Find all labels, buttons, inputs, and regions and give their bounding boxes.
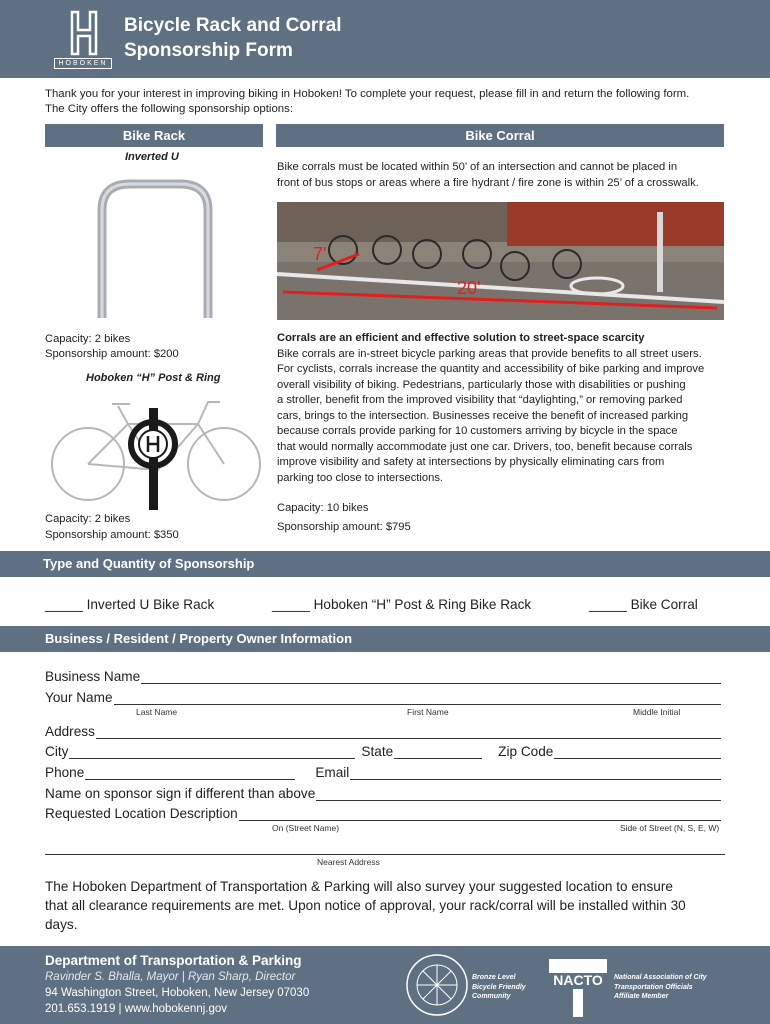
business-name-label: Business Name [45,669,141,684]
last-name-caption: Last Name [136,707,178,717]
type-quantity-heading: Type and Quantity of Sponsorship [0,551,770,577]
footer-officials: Ravinder S. Bhalla, Mayor | Ryan Sharp, Director [45,971,296,983]
sign-name-row [45,786,721,801]
email-label: Email [315,765,350,780]
nacto-logo-icon [549,959,607,1017]
zip-field[interactable] [554,744,721,759]
nearest-address-field[interactable] [45,854,725,855]
location-row [45,806,721,821]
post-ring-label: Hoboken “H” Post & Ring [86,372,221,384]
corral-capacity: Capacity: 10 bikes [277,502,369,514]
nearest-address-caption: Nearest Address [317,857,380,867]
city-label: City [45,744,69,759]
corral-dim-20: 20' [457,278,481,298]
your-name-label: Your Name [45,690,113,705]
option-inverted-u[interactable]: _____ Inverted U Bike Rack [45,597,215,612]
state-label: State [361,744,394,759]
address-field[interactable] [96,724,721,739]
side-of-street-caption: Side of Street (N, S, E, W) [620,823,720,833]
inverted-u-rack-image [90,170,220,320]
corral-amount: Sponsorship amount: $795 [277,521,411,533]
nacto-affiliate-text: National Association of City Transportation Officials Affiliate Member [614,974,707,1000]
bicycle-friendly-badge-icon [404,952,470,1018]
email-field[interactable] [350,765,721,780]
first-name-caption: First Name [407,707,449,717]
post-ring-rack-image [48,388,266,510]
bike-corral-heading: Bike Corral [276,124,724,147]
location-label: Requested Location Description [45,806,238,821]
zip-label: Zip Code [498,744,554,759]
footer-dept: Department of Transportation & Parking [45,953,302,968]
sign-name-field[interactable] [316,786,721,801]
city-field[interactable] [69,744,355,759]
footer-address: 94 Washington Street, Hoboken, New Jersey 07030 [45,987,310,999]
bike-rack-heading: Bike Rack [45,124,263,147]
your-name-row [45,690,721,705]
address-label: Address [45,724,95,739]
post-ring-capacity: Capacity: 2 bikes [45,513,131,525]
corral-description: Corrals are an efficient and effective solution to street-space scarcity Bike corrals are in-street bicycle parking areas that provide benefits to all street users. For cyclists, corrals increase the quantity and accessibility of bike parking and improve overall visibility of biking. Pedestrians, particularly those with disabilities or pushing a stroller, benefit from the improved visibility that “daylighting,” or removing parked cars, brings to the intersection. Businesses receive the benefit of increased parking because corrals provide parking for 10 customers arriving by bicycle in the space that would normally accommodate just one car. Drivers, too, benefit because corrals improve visibility and safety at intersections by physically eliminating cars from parking too close to intersections. [277,332,705,484]
corral-dim-7: 7' [313,244,327,264]
footer-contact: 201.653.1919 | www.hobokennj.gov [45,1003,228,1015]
on-street-caption: On (Street Name) [272,823,340,833]
phone-label: Phone [45,765,85,780]
bronze-level-text: Bronze Level Bicycle Friendly Community [472,974,526,1000]
your-name-field[interactable] [114,690,721,705]
inverted-u-amount: Sponsorship amount: $200 [45,348,179,360]
svg-text:NACTO: NACTO [553,972,603,988]
business-name-field[interactable] [141,669,721,684]
survey-note: The Hoboken Department of Transportation & Parking will also survey your suggested location to ensure that all clearance requirements are met. Upon notice of approval, your rack/corral will be installed within 30 days. [45,879,686,932]
phone-field[interactable] [85,765,295,780]
logo-wordmark: HOBOKEN [54,58,112,69]
option-post-ring[interactable]: _____ Hoboken “H” Post & Ring Bike Rack [272,597,532,612]
state-field[interactable] [394,744,482,759]
city-state-zip-row [45,744,721,759]
post-ring-amount: Sponsorship amount: $350 [45,529,179,541]
phone-email-row [45,765,721,780]
inverted-u-label: Inverted U [125,151,179,163]
hoboken-logo-icon [62,8,106,58]
info-heading: Business / Resident / Property Owner Information [0,626,770,652]
corral-note: Bike corrals must be located within 50’ of an intersection and cannot be placed in front of bus stops or areas where a fire hydrant / fire zone is within 25’ of a crosswalk. [277,161,699,189]
option-bike-corral[interactable]: _____ Bike Corral [589,597,698,612]
inverted-u-capacity: Capacity: 2 bikes [45,333,131,345]
sign-name-label: Name on sponsor sign if different than above [45,786,316,801]
location-field[interactable] [239,806,721,821]
business-name-row [45,669,721,684]
header-band [0,0,770,78]
intro-text: Thank you for your interest in improving biking in Hoboken! To complete your request, please fill in and return the following form. The City offers the following sponsorship options: [45,88,690,115]
address-row [45,724,721,739]
bike-corral-photo [277,202,724,320]
middle-initial-caption: Middle Initial [633,707,681,717]
page-title: Bicycle Rack and Corral Sponsorship Form [124,15,342,61]
